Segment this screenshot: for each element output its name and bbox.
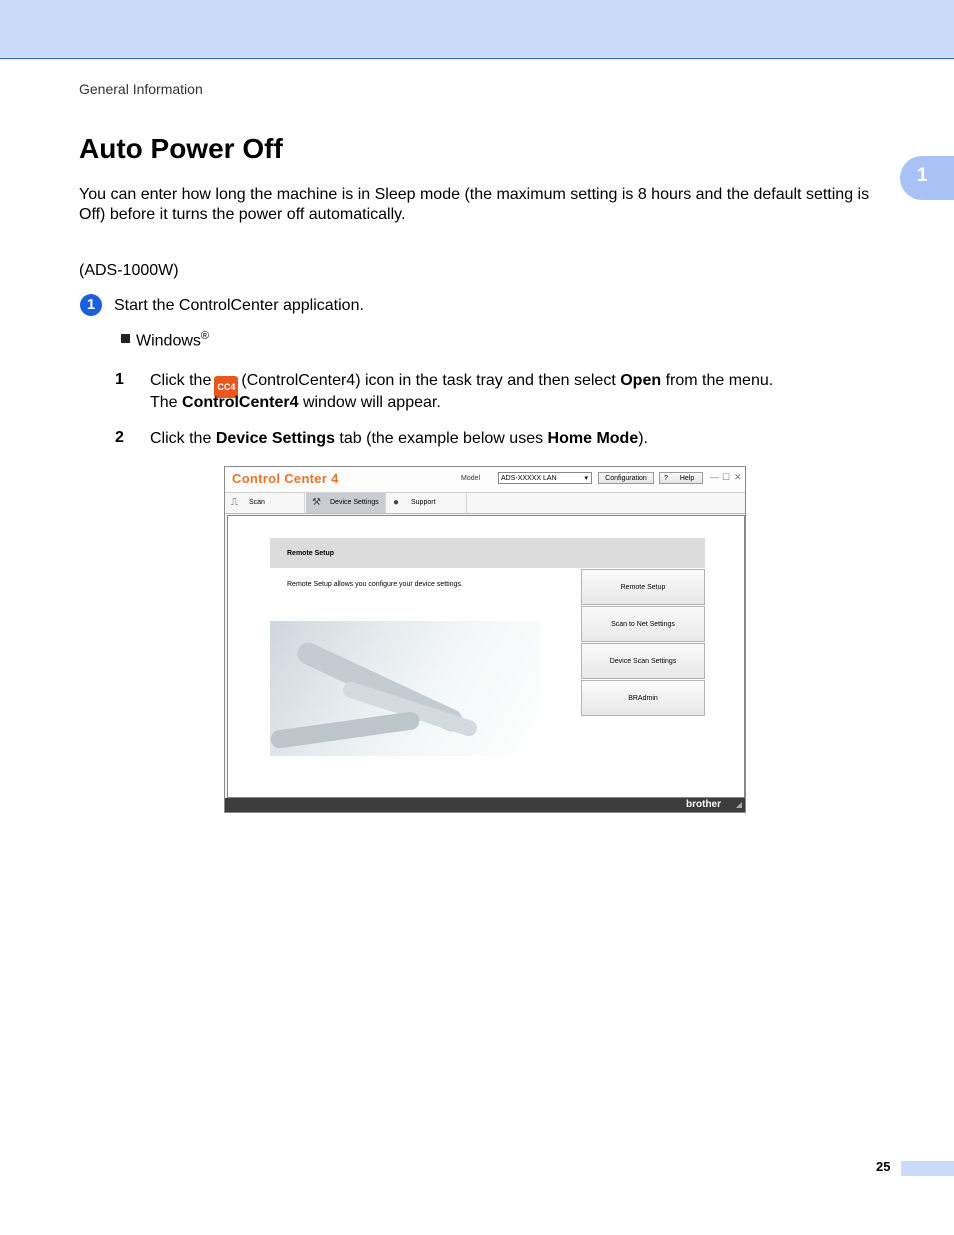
cc-model-label: Model bbox=[461, 475, 481, 482]
text-segment: window will appear. bbox=[302, 394, 441, 411]
text-segment: Click the bbox=[150, 430, 212, 447]
cc-bradmin-button[interactable]: BRAdmin bbox=[581, 680, 705, 716]
square-bullet-icon bbox=[121, 334, 130, 343]
step-number-circle: 1 bbox=[80, 294, 102, 316]
brother-logo: brother bbox=[686, 799, 721, 810]
substep-number-2: 2 bbox=[115, 429, 124, 446]
controlcenter4-tray-icon: CC4 bbox=[214, 376, 238, 398]
cc-configuration-button[interactable]: Configuration bbox=[598, 472, 654, 484]
cc-tab-bar bbox=[225, 493, 745, 514]
text-segment: tab (the example below uses bbox=[339, 430, 544, 447]
substep2-line bbox=[150, 430, 648, 448]
cc-scan-to-net-settings-button[interactable]: Scan to Net Settings bbox=[581, 606, 705, 642]
cc-tab-label: Device Settings bbox=[330, 499, 379, 506]
cc-model-value: ADS-XXXXX LAN bbox=[501, 475, 557, 482]
person-icon: ● bbox=[393, 497, 400, 508]
cc-titlebar bbox=[225, 467, 745, 493]
cc-tab-label: Scan bbox=[249, 499, 265, 506]
text-controlcenter4-bold: ControlCenter4 bbox=[182, 394, 299, 411]
bullet-windows bbox=[121, 330, 209, 350]
text-open-bold: Open bbox=[620, 372, 662, 389]
text-segment: (ControlCenter4) icon in the task tray and then select bbox=[241, 372, 616, 389]
cc-content-area bbox=[227, 515, 745, 798]
registered-mark: ® bbox=[200, 330, 210, 342]
step-text: Start the ControlCenter application. bbox=[114, 297, 364, 314]
page-title: Auto Power Off bbox=[79, 133, 283, 164]
cc-tab-device-settings[interactable] bbox=[306, 493, 386, 513]
bullet-text: Windows bbox=[136, 332, 201, 350]
tools-icon: ⚒ bbox=[312, 497, 321, 508]
model-label: (ADS-1000W) bbox=[79, 262, 179, 279]
cc-logo: Control Center 4 bbox=[232, 471, 339, 486]
cc-footer-bar bbox=[225, 798, 745, 812]
cc-model-select[interactable] bbox=[498, 472, 592, 484]
substep-number-1: 1 bbox=[115, 371, 124, 388]
cc-device-scan-settings-button[interactable]: Device Scan Settings bbox=[581, 643, 705, 679]
text-segment: ). bbox=[638, 430, 648, 447]
text-home-mode-bold: Home Mode bbox=[547, 430, 639, 447]
cc-help-button[interactable] bbox=[659, 472, 703, 484]
text-device-settings-bold: Device Settings bbox=[215, 430, 335, 447]
cc-help-label: Help bbox=[679, 475, 695, 482]
close-icon[interactable]: ✕ bbox=[734, 472, 742, 482]
section-header: General Information bbox=[79, 81, 203, 97]
cc-tab-label: Support bbox=[411, 499, 436, 506]
page-number: 25 bbox=[876, 1159, 891, 1174]
text-segment: from the menu. bbox=[665, 372, 774, 389]
cc-tab-scan[interactable] bbox=[225, 493, 305, 513]
cc-panel-title: Remote Setup bbox=[287, 550, 335, 557]
maximize-icon[interactable]: ☐ bbox=[722, 472, 731, 482]
chevron-down-icon: ▾ bbox=[584, 475, 588, 482]
cc-tab-support[interactable] bbox=[387, 493, 467, 513]
substep1-line2 bbox=[150, 394, 441, 412]
chapter-number: 1 bbox=[917, 165, 928, 186]
wrench-shape bbox=[269, 711, 420, 750]
cc-panel-description: Remote Setup allows you configure your device settings. bbox=[287, 581, 463, 588]
footer-bar bbox=[901, 1161, 954, 1176]
header-band bbox=[0, 0, 954, 59]
text-segment: Click the bbox=[150, 372, 212, 389]
scanner-icon: ⎍ bbox=[231, 497, 238, 508]
chapter-tab bbox=[900, 156, 954, 200]
cc-panel-header bbox=[270, 538, 705, 568]
controlcenter4-screenshot bbox=[224, 466, 746, 813]
minimize-icon[interactable]: — bbox=[710, 472, 719, 482]
text-segment: The bbox=[150, 394, 178, 411]
resize-grip-icon[interactable]: ◢ bbox=[735, 800, 742, 809]
help-question-icon: ? bbox=[664, 475, 668, 482]
wrench-illustration bbox=[270, 621, 540, 756]
cc-remote-setup-button[interactable]: Remote Setup bbox=[581, 569, 705, 605]
intro-paragraph: You can enter how long the machine is in Sleep mode (the maximum setting is 8 hours and the default setting is Off) before it turns the power off automatically. bbox=[79, 186, 870, 223]
